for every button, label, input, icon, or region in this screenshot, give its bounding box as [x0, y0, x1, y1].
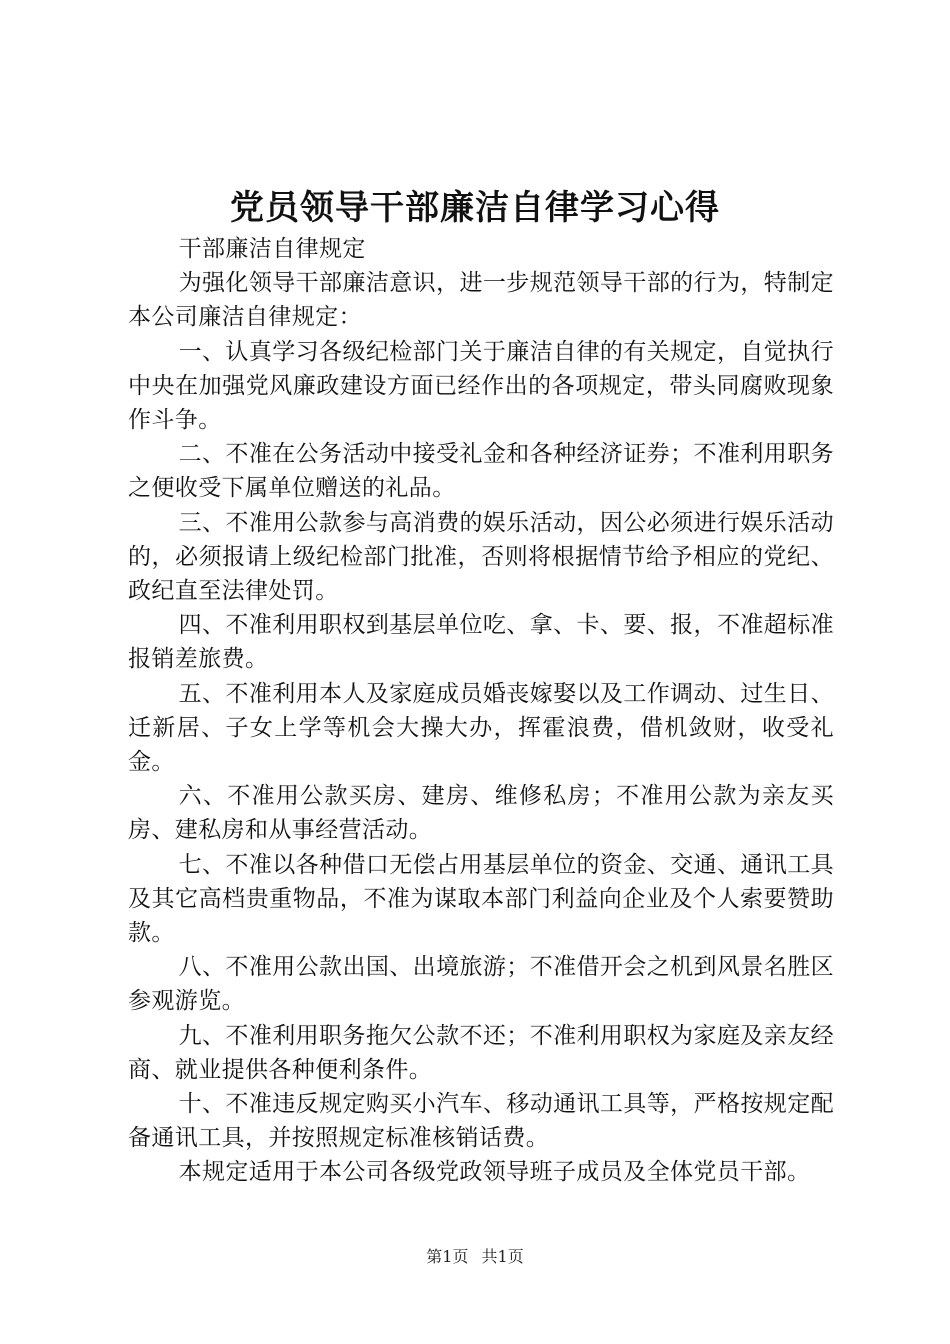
paragraph-heading: 干部廉洁自律规定	[178, 236, 366, 262]
page-total: 共1页	[481, 1247, 524, 1266]
paragraph-rule-6: 六、不准用公款买房、建房、维修私房；不准用公款为亲友买房、建私房和从事经营活动。	[128, 783, 834, 844]
document-body	[128, 232, 834, 1190]
page-number: 第1页	[426, 1247, 469, 1266]
paragraph-rule-5: 五、不准利用本人及家庭成员婚丧嫁娶以及工作调动、过生日、迁新居、子女上学等机会大操大办，挥霍浪费，借机敛财，收受礼金。	[128, 680, 834, 776]
document-title: 党员领导干部廉洁自律学习心得	[230, 188, 720, 228]
paragraph-rule-10: 十、不准违反规定购买小汽车、移动通讯工具等，严格按规定配备通讯工具，并按照规定标准核销话费。	[128, 1091, 834, 1152]
paragraph-rule-2: 二、不准在公务活动中接受礼金和各种经济证券；不准利用职务之便收受下属单位赠送的礼品。	[128, 441, 834, 502]
paragraph-rule-9: 九、不准利用职务拖欠公款不还；不准利用职权为家庭及亲友经商、就业提供各种便利条件。	[128, 1022, 834, 1083]
paragraph-rule-8: 八、不准用公款出国、出境旅游；不准借开会之机到风景名胜区参观游览。	[128, 954, 834, 1015]
paragraph-rule-3: 三、不准用公款参与高消费的娱乐活动，因公必须进行娱乐活动的，必须报请上级纪检部门批准，否则将根据情节给予相应的党纪、政纪直至法律处罚。	[128, 509, 834, 605]
paragraph-intro: 为强化领导干部廉洁意识，进一步规范领导干部的行为，特制定本公司廉洁自律规定：	[128, 270, 834, 331]
paragraph-scope: 本规定适用于本公司各级党政领导班子成员及全体党员干部。	[178, 1159, 811, 1186]
paragraph-rule-1: 一、认真学习各级纪检部门关于廉洁自律的有关规定，自觉执行中央在加强党风廉政建设方面已经作出的各项规定，带头同腐败现象作斗争。	[128, 338, 834, 434]
paragraph-rule-7: 七、不准以各种借口无偿占用基层单位的资金、交通、通讯工具及其它高档贵重物品，不准为谋取本部门利益向企业及个人索要赞助款。	[128, 851, 834, 947]
paragraph-rule-4: 四、不准利用职权到基层单位吃、拿、卡、要、报，不准超标准报销差旅费。	[128, 612, 834, 673]
page-footer	[0, 1246, 950, 1268]
